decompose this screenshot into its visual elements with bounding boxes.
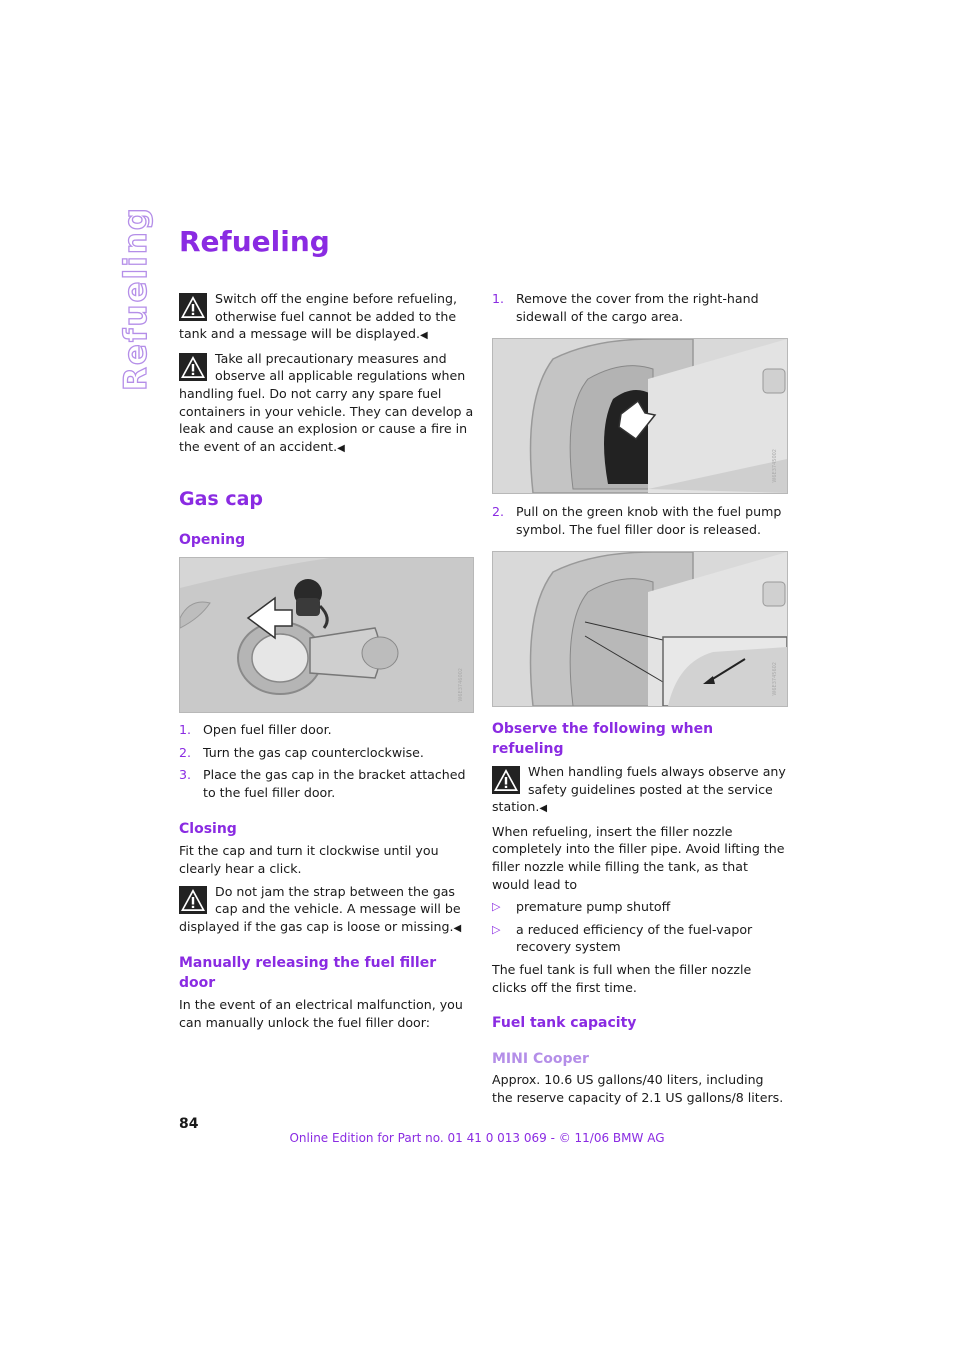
- left-column: [179, 290, 474, 550]
- warning-text: Switch off the engine before refueling, otherwise fuel cannot be added to the tank and a message will be displayed.: [179, 291, 457, 342]
- left-column-lower: [179, 721, 474, 1032]
- warning-block: [492, 763, 787, 818]
- footer-text: Online Edition for Part no. 01 41 0 013 069 - © 11/06 BMW AG: [289, 1131, 665, 1145]
- end-mark-icon: ◀: [539, 803, 548, 815]
- right-column-step2: [492, 503, 787, 538]
- closing-text: Fit the cap and turn it clockwise until you clearly hear a click.: [179, 843, 439, 876]
- list-item: 1. Open fuel filler door.: [179, 722, 332, 737]
- warning-block: [179, 290, 474, 345]
- bullet-triangle-icon: ▷: [492, 900, 501, 914]
- release-steps-list: [492, 290, 787, 325]
- warning-triangle-icon: [179, 293, 207, 321]
- warning-text: When handling fuels always observe any safety guidelines posted at the service station.: [492, 764, 786, 815]
- green-knob-illustration: [492, 551, 788, 707]
- gas-cap-opening-illustration: [179, 557, 474, 713]
- list-item: 2. Turn the gas cap counterclockwise.: [179, 744, 424, 760]
- section-heading-gas-cap: Gas cap: [179, 488, 264, 511]
- subheading-closing: Closing: [179, 821, 237, 838]
- subheading-fuel-tank-capacity: Fuel tank capacity: [492, 1015, 637, 1032]
- capacity-text: Approx. 10.6 US gallons/40 liters, including the reserve capacity of 2.1 US gallons/8 liters.: [492, 1072, 784, 1105]
- warning-triangle-icon: [179, 353, 207, 381]
- right-column-lower: [492, 719, 787, 1106]
- end-mark-icon: ◀: [337, 442, 345, 454]
- figure-code: W6E3745002: [772, 449, 779, 483]
- subheading-observe: Observe the following when refueling: [492, 721, 714, 757]
- manual-release-text: In the event of an electrical malfunction, you can manually unlock the fuel filler door:: [179, 997, 463, 1030]
- subheading-manual-release: Manually releasing the fuel filler door: [179, 955, 437, 992]
- end-mark-icon: ◀: [453, 922, 462, 934]
- figure-code: W6E3745602: [772, 662, 779, 696]
- list-item: 1. Remove the cover from the right-hand sidewall of the cargo area.: [492, 291, 759, 324]
- warning-text: Take all precautionary measures and observe all applicable regulations when handling fuel. Do not carry any spare fuel containers in your vehicle. They can develop a leak and cause an explosion or cause a fire in the event of an accident.: [179, 350, 474, 454]
- warning-text: Do not jam the strap between the gas cap and the vehicle. A message will be displayed if the gas cap is loose or missing.: [179, 883, 461, 934]
- warning-block: [179, 350, 474, 458]
- refuel-text: When refueling, insert the filler nozzle completely into the filler pipe. Avoid lifting the filler nozzle while filling the tank, as that would lead to: [492, 823, 785, 892]
- figure-code: W6E3746002: [458, 668, 465, 702]
- bullet-list: [492, 898, 787, 956]
- warning-triangle-icon: [492, 766, 520, 794]
- bullet-triangle-icon: ▷: [492, 922, 501, 936]
- opening-steps-list: [179, 721, 474, 801]
- page-number: 84: [179, 1116, 199, 1132]
- warning-triangle-icon: [179, 886, 207, 914]
- release-steps-list: [492, 503, 787, 538]
- tank-full-text: The fuel tank is full when the filler nozzle clicks off the first time.: [492, 961, 752, 995]
- right-column: [492, 290, 787, 325]
- cargo-area-cover-illustration: [492, 338, 788, 494]
- list-item: ▷ premature pump shutoff: [492, 899, 671, 915]
- subheading-opening: Opening: [179, 532, 246, 549]
- list-item: 3. Place the gas cap in the bracket attached to the fuel filler door.: [179, 767, 466, 800]
- chapter-side-tab: Refueling: [118, 206, 154, 391]
- subheading-model: MINI Cooper: [492, 1051, 589, 1068]
- list-item: ▷ a reduced efficiency of the fuel-vapor recovery system: [492, 921, 753, 955]
- list-item: 2. Pull on the green knob with the fuel pump symbol. The fuel filler door is released.: [492, 504, 782, 537]
- warning-block: [179, 883, 474, 938]
- end-mark-icon: ◀: [419, 330, 428, 342]
- page-title: Refueling: [179, 225, 330, 258]
